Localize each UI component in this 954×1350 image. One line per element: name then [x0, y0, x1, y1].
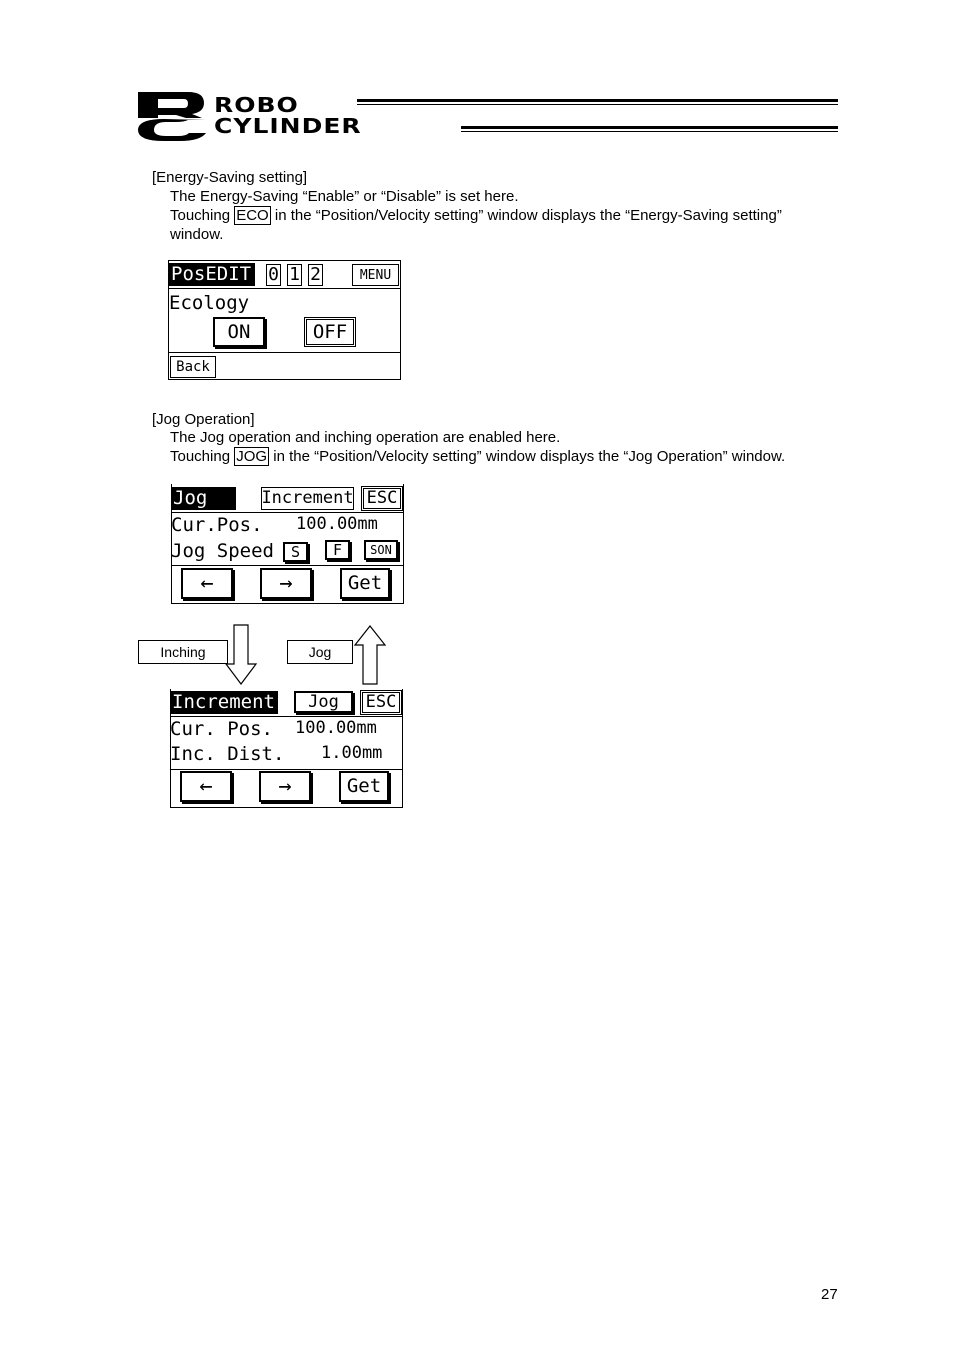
jog-speed-label: Jog Speed	[171, 540, 274, 562]
screen-title: Jog	[171, 487, 236, 510]
page-number: 27	[821, 1286, 838, 1303]
screen-divider	[171, 565, 404, 566]
move-right-button[interactable]: →	[259, 771, 311, 802]
increment-distance-value: 1.00mm	[321, 743, 383, 763]
get-position-button[interactable]: Get	[339, 771, 389, 802]
screen-border	[171, 603, 404, 604]
energy-description: The Energy-Saving “Enable” or “Disable” is set here.	[170, 188, 519, 205]
menu-button[interactable]: MENU	[352, 264, 399, 286]
ecology-label: Ecology	[169, 292, 250, 314]
jog-instruction: Touching JOG in the “Position/Velocity setting” window displays the “Jog Operation” window.	[170, 448, 786, 465]
jog-key-label: JOG	[236, 448, 268, 465]
esc-button[interactable]: ESC	[361, 486, 403, 511]
esc-button[interactable]: ESC	[360, 690, 402, 715]
screen-border	[170, 807, 403, 808]
move-left-button[interactable]: ←	[181, 568, 233, 599]
digit-0-button[interactable]: 0	[266, 264, 281, 286]
section-heading-jog: [Jog Operation]	[152, 411, 255, 428]
logo-text-robo: ROBO	[214, 93, 299, 118]
current-position-label: Cur. Pos.	[170, 718, 273, 740]
back-button[interactable]: Back	[170, 356, 216, 378]
slow-speed-button[interactable]: S	[283, 542, 308, 562]
energy-instruction-cont: window.	[170, 226, 224, 243]
screen-divider	[170, 769, 403, 770]
current-position-value: 100.00mm	[295, 718, 377, 738]
jog-label: Jog	[287, 640, 353, 664]
servo-on-button[interactable]: SON	[364, 540, 398, 560]
current-position-value: 100.00mm	[296, 514, 378, 534]
get-position-button[interactable]: Get	[340, 568, 390, 599]
ecology-screen	[168, 260, 401, 380]
down-arrow-icon	[224, 624, 258, 686]
increment-screen	[170, 689, 403, 808]
jog-description: The Jog operation and inching operation are enabled here.	[170, 429, 561, 446]
screen-divider	[171, 512, 404, 513]
on-button[interactable]: ON	[213, 317, 265, 347]
screen-title: Increment	[170, 691, 278, 714]
screen-divider	[169, 352, 400, 353]
header-rule	[357, 104, 838, 105]
energy-instruction: Touching ECO in the “Position/Velocity setting” window displays the “Energy-Saving setting”	[170, 207, 782, 224]
increment-distance-label: Inc. Dist.	[170, 743, 285, 765]
move-right-button[interactable]: →	[260, 568, 312, 599]
logo-text-cylinder: CYLINDER	[214, 114, 362, 139]
digit-2-button[interactable]: 2	[308, 264, 323, 286]
header-rule	[357, 99, 838, 102]
inching-label: Inching	[138, 640, 228, 664]
jog-screen	[171, 484, 404, 604]
off-button[interactable]: OFF	[304, 317, 356, 347]
jog-tab[interactable]: Jog	[294, 691, 353, 713]
screen-title: PosEDIT	[169, 263, 255, 286]
fast-speed-button[interactable]: F	[325, 540, 350, 560]
screen-divider	[170, 716, 403, 717]
increment-tab[interactable]: Increment	[261, 488, 354, 508]
digit-1-button[interactable]: 1	[287, 264, 302, 286]
section-heading-energy: [Energy-Saving setting]	[152, 169, 308, 186]
current-position-label: Cur.Pos.	[171, 514, 263, 536]
header-rule	[461, 126, 838, 129]
screen-divider	[169, 288, 400, 289]
header-rule	[461, 131, 838, 132]
up-arrow-icon	[353, 624, 387, 686]
screen-border	[403, 484, 404, 604]
eco-key-label: ECO	[236, 207, 269, 224]
rc-logo-icon	[136, 91, 208, 141]
screen-border	[402, 689, 403, 808]
move-left-button[interactable]: ←	[180, 771, 232, 802]
